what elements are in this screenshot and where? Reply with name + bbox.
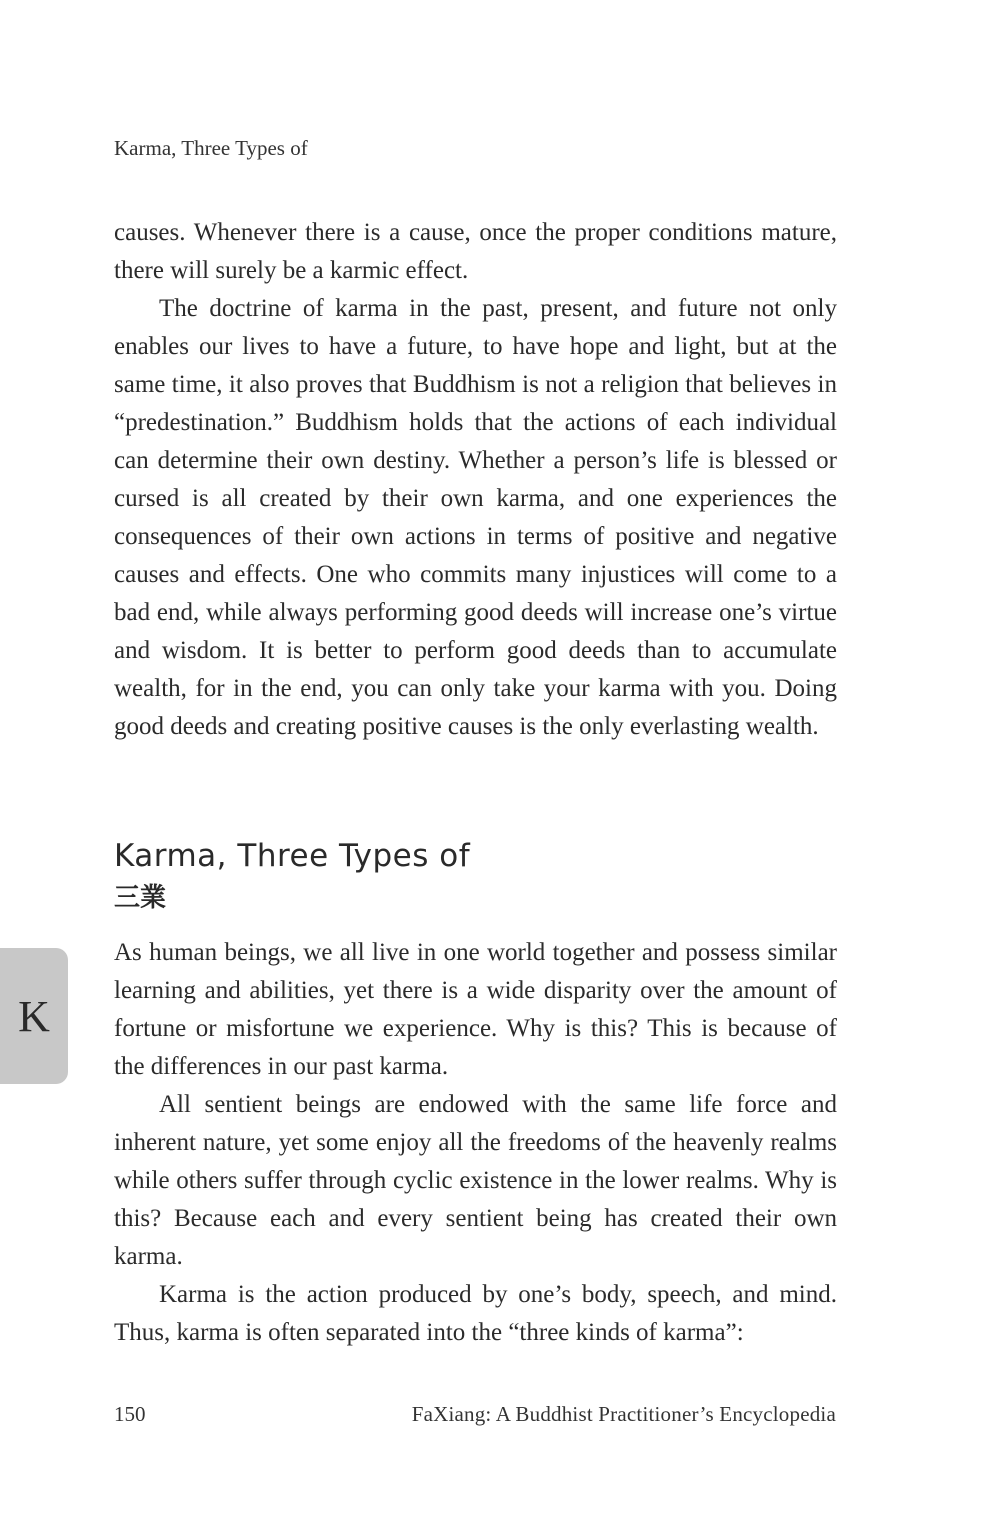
entry-cjk-title: 三業 [114, 883, 167, 913]
paragraph: All sentient beings are endowed with the same life force and inherent nature, yet some enjoy all the freedoms of the heavenly realms while others suffer through cyclic existence in the lower realms. Why is this? Because each and every sentient being has created their own karma. [114, 1091, 837, 1270]
running-head: Karma, Three Types of [114, 136, 308, 160]
paragraph: Karma is the action produced by one’s body, speech, and mind. Thus, karma is often separated into the “three kinds of karma”: [114, 1281, 837, 1346]
thumb-tab-letter: K [18, 991, 50, 1041]
thumb-index-tab [0, 948, 68, 1084]
paragraph: causes. Whenever there is a cause, once the proper conditions mature, there will surely be a karmic effect. [114, 219, 837, 284]
paragraph: The doctrine of karma in the past, present, and future not only enables our lives to have a future, to have hope and light, but at the same time, it also proves that Buddhism is not a religion that believes in “predestination.” Buddhism holds that the actions of each individual can determine their own destiny. Whether a person’s life is blessed or cursed is all created by their own karma, and one experiences the consequences of their own actions in terms of positive and negative causes and effects. One who commits many injustices will come to a bad end, while always performing good deeds will increase one’s virtue and wisdom. It is better to perform good deeds than to accumulate wealth, for in the end, you can only take your karma with you. Doing good deeds and creating positive causes is the only everlasting wealth. [114, 295, 837, 740]
entry-title: Karma, Three Types of [114, 838, 471, 874]
page-number: 150 [114, 1402, 146, 1426]
paragraph: As human beings, we all live in one world together and possess similar learning and abilities, yet there is a wide disparity over the amount of fortune or misfortune we experience. Why is this? This is because of the differences in our past karma. [114, 939, 837, 1080]
book-title: FaXiang: A Buddhist Practitioner’s Encyclopedia [411, 1402, 836, 1426]
continued-text [114, 214, 837, 746]
entry-text [114, 934, 837, 1352]
